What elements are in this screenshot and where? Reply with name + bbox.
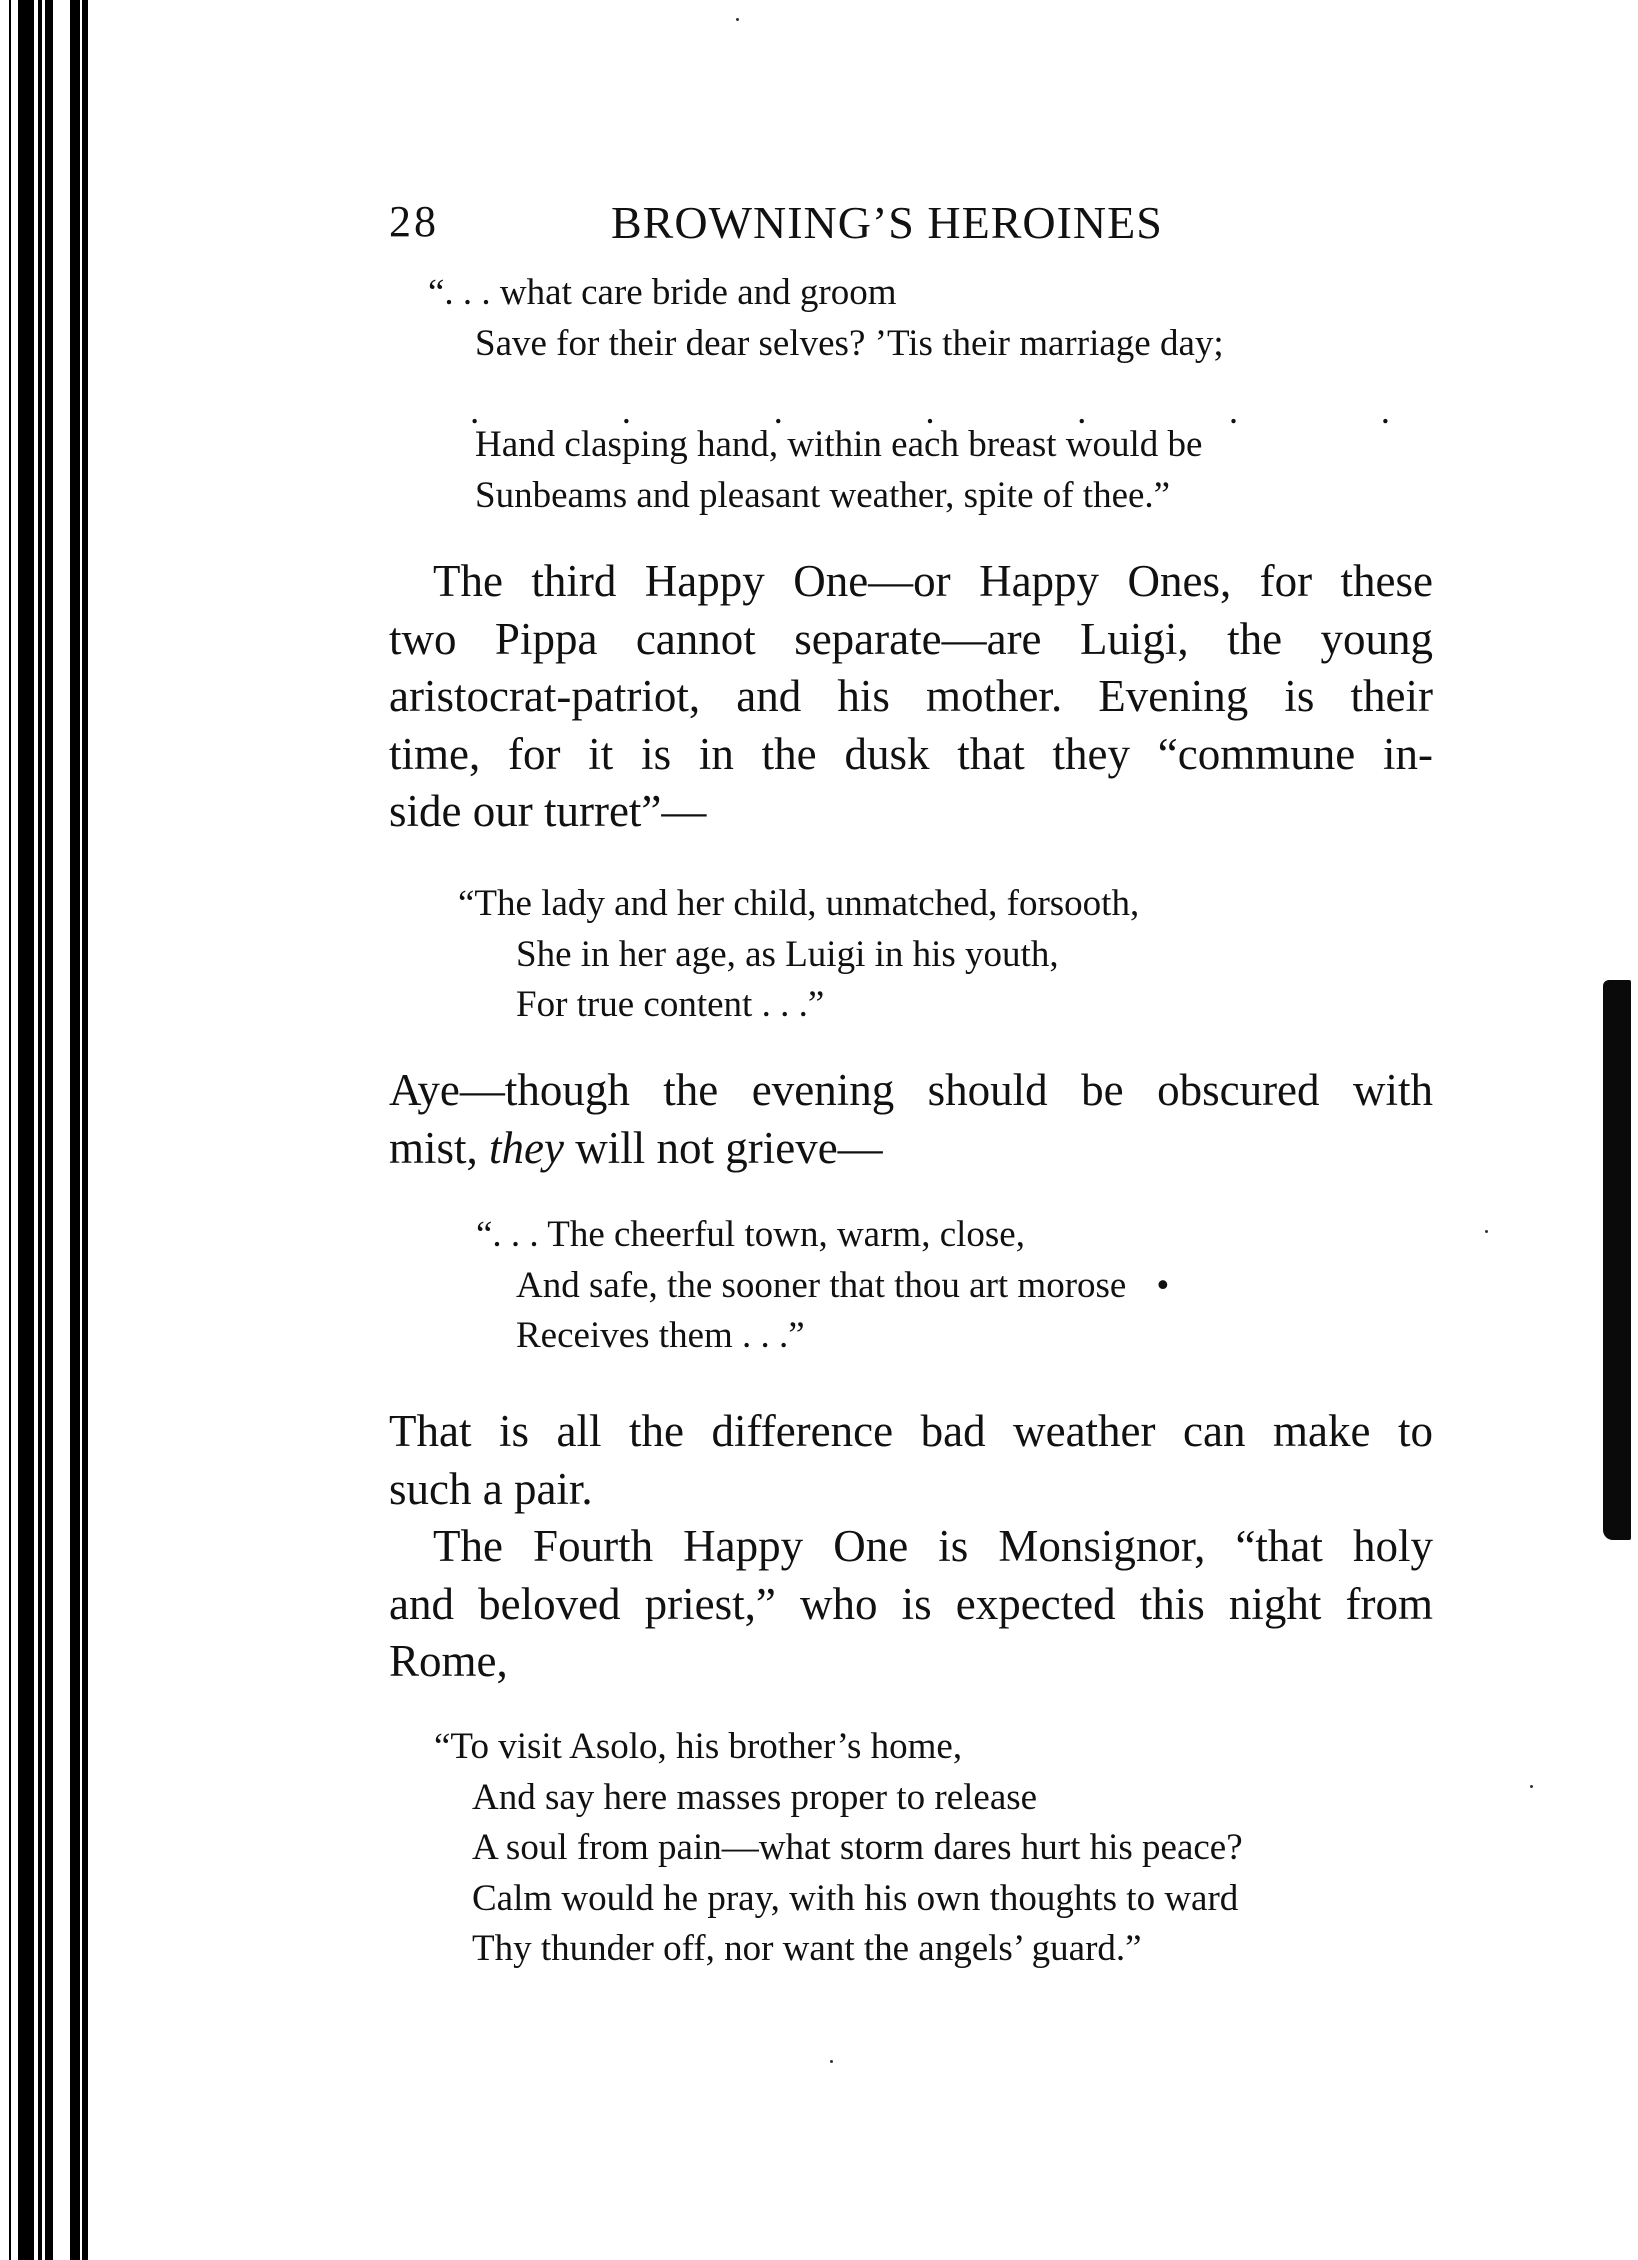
running-title: BROWNING’S HEROINES <box>611 197 1163 248</box>
verse-line: For true content . . .” <box>516 984 825 1025</box>
text-run: mist, <box>389 1122 490 1173</box>
page-header <box>389 196 1433 246</box>
paragraph-line: The Fourth Happy One is Monsignor, “that holy <box>433 1521 1433 1571</box>
paragraph-line: time, for it is in the dusk that they “commune in- <box>389 728 1433 779</box>
paragraph-line: such a pair. <box>389 1463 593 1514</box>
paragraph-line: aristocrat-patriot, and his mother. Evening is their <box>389 671 1433 721</box>
verse-text: “. . . The cheerful town, warm, close, <box>476 1214 1025 1255</box>
verse-line: Receives them . . .” <box>516 1315 805 1356</box>
verse-line <box>478 1210 1169 1261</box>
ellipsis-dot: . <box>773 391 783 432</box>
page-number: 28 <box>389 197 439 246</box>
text-run: will not grieve— <box>563 1122 883 1173</box>
body-paragraph-4 <box>389 1518 1433 1691</box>
verse-quote-1-cont <box>475 420 1202 521</box>
scan-speck <box>1530 1785 1533 1788</box>
verse-line <box>428 268 1224 319</box>
paragraph-line <box>389 1120 1433 1178</box>
paragraph-line: Aye—though the evening should be obscured with <box>389 1065 1433 1115</box>
paragraph-line: That is all the difference bad weather can make to <box>389 1406 1433 1456</box>
page-edge-shadow <box>1603 980 1631 1540</box>
ellipsis-dot: . <box>1380 391 1390 432</box>
paragraph-line: side our turret”— <box>389 786 707 836</box>
ellipsis-dot: . <box>1077 391 1087 432</box>
ellipsis-dot: . <box>925 391 935 432</box>
ellipsis-dot: . <box>1228 391 1239 432</box>
verse-quote-3 <box>478 1210 1169 1362</box>
scan-speck <box>1485 1230 1488 1233</box>
verse-quote-1 <box>428 268 1224 369</box>
body-paragraph-1 <box>389 553 1433 841</box>
scan-speck <box>830 2060 833 2063</box>
verse-line: Thy thunder off, nor want the angels’ guard.” <box>472 1928 1142 1969</box>
body-paragraph-2 <box>389 1062 1433 1177</box>
verse-text: And safe, the sooner that thou art morose <box>516 1264 1127 1306</box>
ellipsis-dot: . <box>470 391 480 432</box>
verse-line: And say here masses proper to release <box>472 1776 1038 1818</box>
verse-text: “. . . what care bride and groom <box>428 272 897 313</box>
paragraph-line: The third Happy One—or Happy Ones, for these <box>433 556 1433 606</box>
scan-speck <box>736 18 739 21</box>
paragraph-line: Rome, <box>389 1636 508 1686</box>
verse-quote-2 <box>458 879 1140 1031</box>
verse-line: A soul from pain—what storm dares hurt his peace? <box>472 1827 1243 1868</box>
book-binding-edge <box>0 0 110 2260</box>
verse-line: “To visit Asolo, his brother’s home, <box>434 1726 963 1767</box>
verse-line <box>458 879 1140 930</box>
paragraph-line: and beloved priest,” who is expected this night from <box>389 1578 1433 1629</box>
verse-line: She in her age, as Luigi in his youth, <box>516 933 1059 975</box>
verse-line <box>478 1261 1169 1312</box>
verse-text: “The lady and her child, unmatched, forsooth, <box>458 883 1140 924</box>
ellipsis-dot: . <box>621 391 632 432</box>
verse-line: Hand clasping hand, within each breast would be <box>475 424 1203 465</box>
paragraph-line: two Pippa cannot separate—are Luigi, the young <box>389 613 1433 664</box>
emphasis-text: they <box>489 1122 564 1173</box>
verse-quote-4 <box>434 1722 1243 1975</box>
verse-line: Sunbeams and pleasant weather, spite of thee.” <box>475 474 1171 516</box>
verse-line: Calm would he pray, with his own thoughts to ward <box>472 1877 1239 1919</box>
stray-mark: • <box>1156 1264 1170 1306</box>
verse-line: Save for their dear selves? ’Tis their marriage day; <box>475 322 1224 364</box>
body-paragraph-3 <box>389 1403 1433 1518</box>
